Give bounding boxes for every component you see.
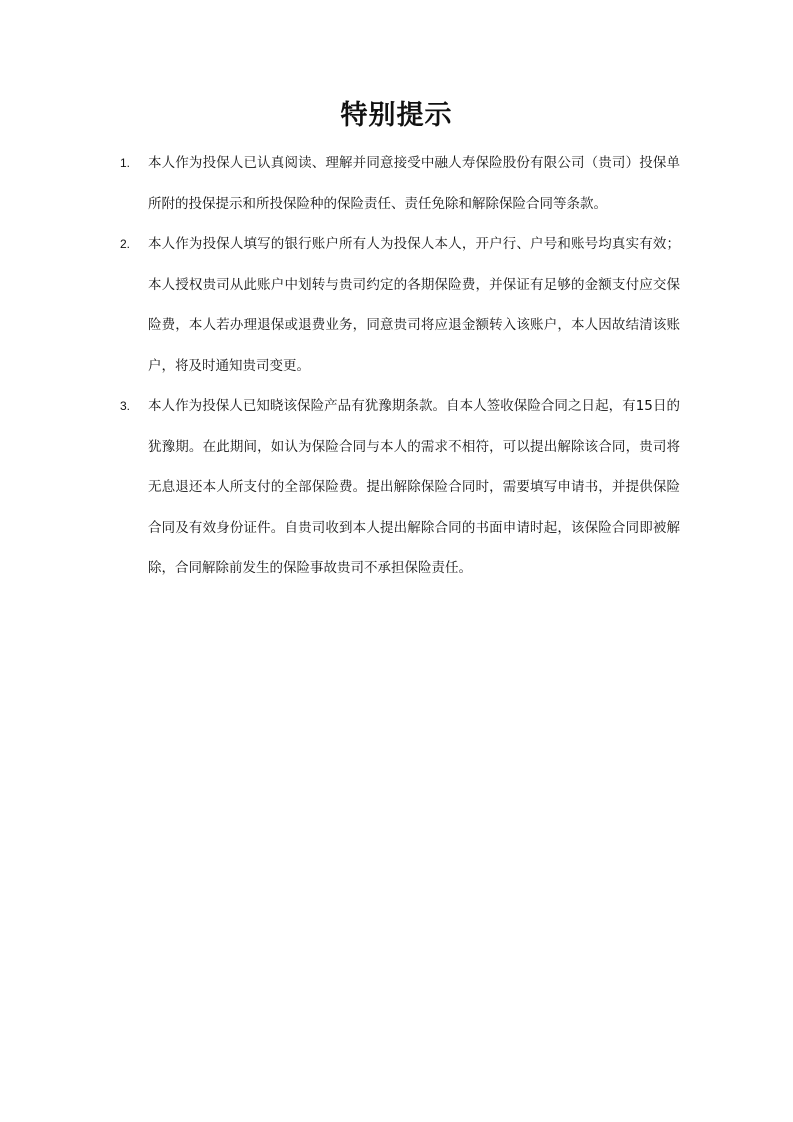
term-text: 本人作为投保人填写的银行账户所有人为投保人本人，开户行、户号和账号均真实有效；本人授权贵司从此账户中划转与贵司约定的各期保险费，并保证有足够的金额支付应交保险费，本人若办理退保或退费业务，同意贵司将应退金额转入该账户，本人因故结清该账户，将及时通知贵司变更。 [148,236,680,374]
term-text: 本人作为投保人已认真阅读、理解并同意接受中融人寿保险股份有限公司（贵司）投保单所附的投保提示和所投保险种的保险责任、责任免除和解除保险合同等条款。 [148,155,680,212]
page-title: 特别提示 [340,100,453,131]
term-item-3 [120,386,680,589]
term-item-2 [120,224,680,386]
term-number: 2. [120,237,131,251]
term-text: 本人作为投保人已知晓该保险产品有犹豫期条款。自本人签收保险合同之日起，有15日的犹豫期。在此期间，如认为保险合同与本人的需求不相符，可以提出解除该合同，贵司将无息退还本人所支付的全部保险费。提出解除保险合同时，需要填写申请书，并提供保险合同及有效身份证件。自贵司收到本人提出解除合同的书面申请时起，该保险合同即被解除，合同解除前发生的保险事故贵司不承担保险责任。 [148,398,680,576]
term-number: 3. [120,399,131,413]
term-number: 1. [120,156,131,170]
terms-list [120,143,680,589]
term-item-1 [120,143,680,224]
